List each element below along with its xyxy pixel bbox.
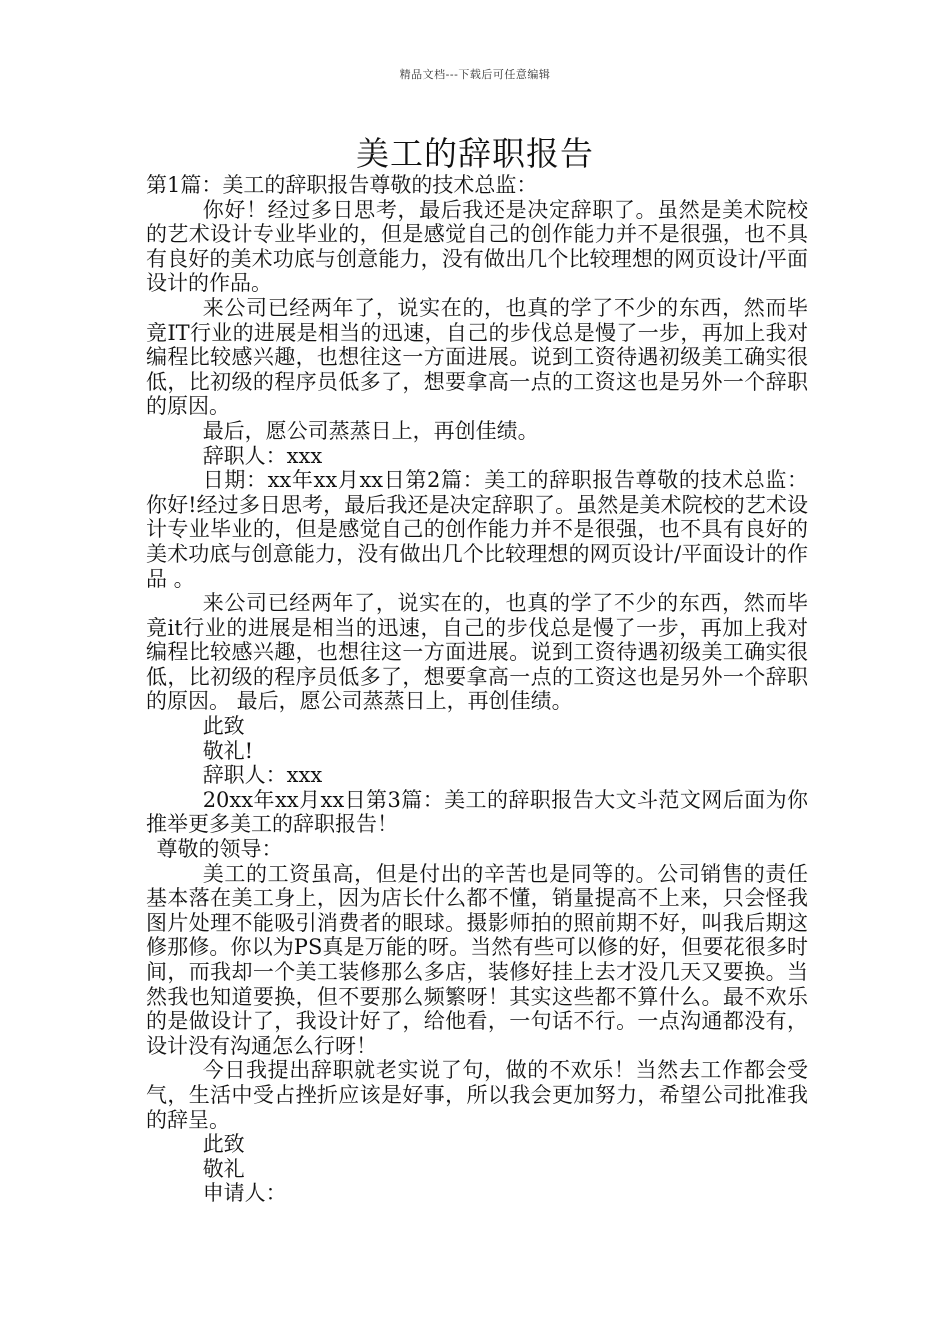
body-paragraph: 20xx年xx月xx日第3篇：美工的辞职报告大文斗范文网后面为你推举更多美工的辞职报告！	[146, 787, 808, 837]
salutation: 尊敬的领导：	[156, 837, 283, 862]
document-body	[146, 173, 808, 1206]
closing-line: 敬礼	[202, 1156, 245, 1181]
body-paragraph: 你好！经过多日思考，最后我还是决定辞职了。虽然是美术院校的艺术设计专业毕业的，但是感觉自己的创作能力并不是很强，也不具有良好的美术功底与创意能力，没有做出几个比较理想的网页设计/平面设计的作品。	[146, 197, 808, 296]
body-paragraph: 日期：xx年xx月xx日第2篇：美工的辞职报告尊敬的技术总监： 你好!经过多日思考，最后我还是决定辞职了。虽然是美术院校的艺术设计专业毕业的，但是感觉自己的创作能力并不是很强，也不具有良好的美术功底与创意能力，没有做出几个比较理想的网页设计/平面设计的作品 。	[146, 468, 808, 591]
body-paragraph: 来公司已经两年了，说实在的，也真的学了不少的东西，然而毕竟IT行业的进展是相当的迅速，自己的步伐总是慢了一步，再加上我对编程比较感兴趣，也想往这一方面进展。说到工资待遇初级美工确实很低，比初级的程序员低多了，想要拿高一点的工资这也是另外一个辞职的原因。	[146, 295, 808, 419]
closing-line: 敬礼!	[202, 738, 254, 763]
header-note: 精品文档---下载后可任意编辑	[399, 68, 551, 81]
body-paragraph: 最后，愿公司蒸蒸日上，再创佳绩。	[202, 418, 539, 443]
signature-line: 辞职人：xxx	[202, 443, 323, 468]
document-title: 美工的辞职报告	[356, 134, 594, 173]
body-paragraph: 今日我提出辞职就老实说了句，做的不欢乐！当然去工作都会受气，生活中受占挫折应该是好事，所以我会更加努力，希望公司批准我的辞呈。	[146, 1058, 808, 1132]
signature-line: 辞职人：xxx	[202, 763, 323, 788]
signature-line: 申请人：	[202, 1181, 287, 1206]
closing-line: 此致	[202, 714, 245, 739]
body-paragraph: 美工的工资虽高，但是付出的辛苦也是同等的。公司销售的责任基本落在美工身上，因为店长什么都不懂，销量提高不上来，只会怪我图片处理不能吸引消费者的眼球。摄影师拍的照前期不好，叫我后期这修那修。你以为PS真是万能的呀。当然有些可以修的好，但要花很多时间，而我却一个美工装修那么多店，装修好挂上去才没几天又要换。当然我也知道要换，但不要那么频繁呀！其实这些都不算什么。最不欢乐的是做设计了，我设计好了，给他看，一句话不行。一点沟通都没有，设计没有沟通怎么行呀！	[146, 861, 808, 1058]
closing-line: 此致	[202, 1132, 245, 1157]
body-paragraph: 来公司已经两年了，说实在的，也真的学了不少的东西，然而毕竟it行业的进展是相当的迅速，自己的步伐总是慢了一步，再加上我对编程比较感兴趣，也想往这一方面进展。说到工资待遇初级美工确实很低，比初级的程序员低多了，想要拿高一点的工资这也是另外一个辞职的原因。 最后，愿公司蒸蒸日上，再创佳绩。	[146, 591, 808, 714]
section-heading: 第1篇：美工的辞职报告尊敬的技术总监：	[146, 173, 538, 197]
